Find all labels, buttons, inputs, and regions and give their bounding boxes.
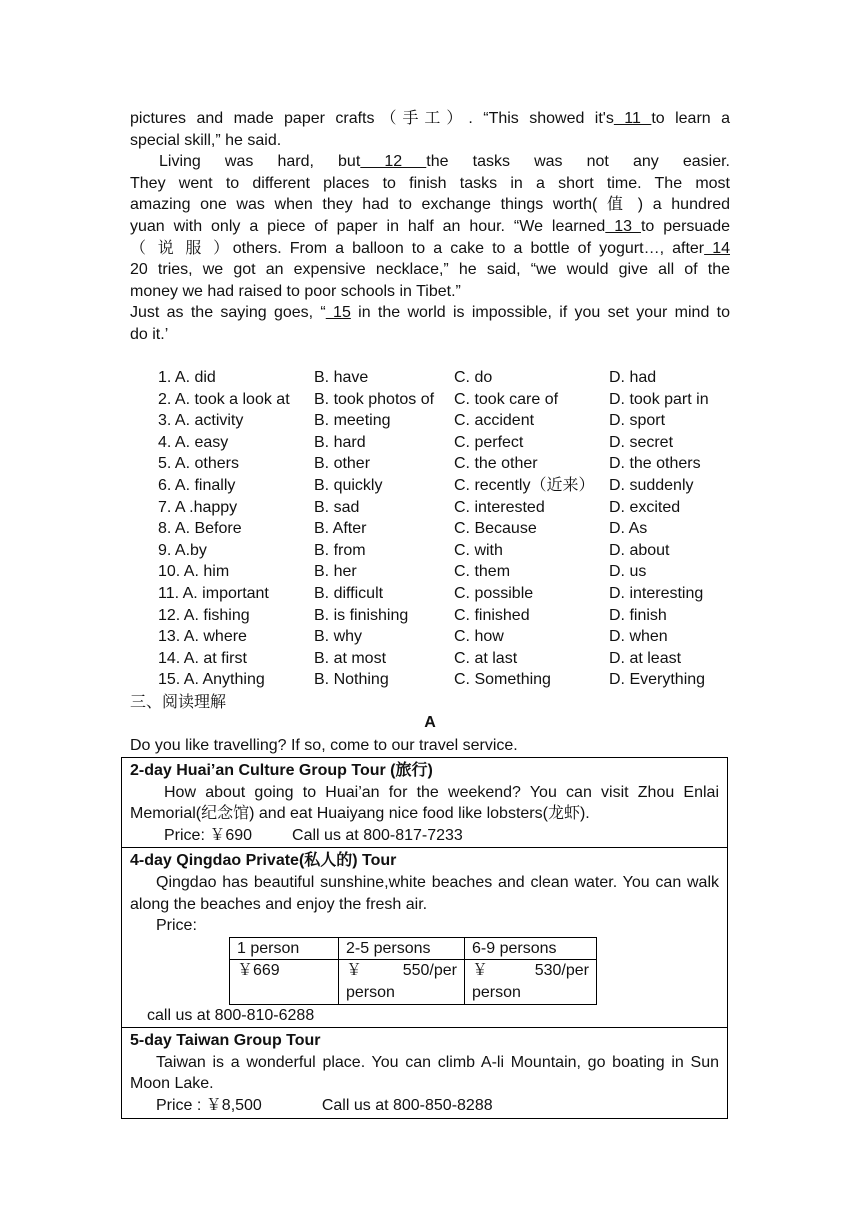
option-row bbox=[158, 410, 729, 432]
price-table bbox=[229, 937, 597, 1005]
option-b: B. difficult bbox=[314, 584, 384, 602]
passage-line: money we had raised to poor schools in Tibet.” bbox=[130, 282, 461, 300]
option-c: C. finished bbox=[454, 606, 530, 624]
reading-intro: Do you like travelling? If so, come to our travel service. bbox=[130, 737, 518, 754]
answer-options bbox=[158, 367, 729, 691]
price-unit: person bbox=[346, 983, 395, 1001]
option-row bbox=[158, 605, 729, 627]
table-header-cell: 1 person bbox=[230, 937, 339, 960]
option-d: D. interesting bbox=[609, 584, 704, 602]
passage-line: special skill,” he said. bbox=[130, 131, 282, 149]
tour-phone: Call us at 800-817-7233 bbox=[292, 826, 463, 844]
option-a: 15. A. Anything bbox=[158, 671, 265, 689]
option-c: C. do bbox=[454, 369, 493, 386]
table-cell bbox=[339, 960, 465, 1004]
option-d: D. had bbox=[609, 369, 657, 386]
option-c: C. the other bbox=[454, 455, 538, 473]
option-a: 3. A. activity bbox=[158, 412, 244, 430]
passage-text: the tasks was not any easier. bbox=[426, 153, 731, 171]
option-d: D. suddenly bbox=[609, 476, 694, 494]
tour-description: Qingdao has beautiful sunshine,white beaches and clean water. You can walk along the beaches and enjoy the fresh air. bbox=[130, 873, 719, 913]
passage-line bbox=[130, 151, 730, 173]
passage-line bbox=[130, 108, 730, 130]
option-c: C. possible bbox=[454, 584, 534, 602]
reading-label: A bbox=[424, 714, 436, 731]
option-c: C. recently（近来） bbox=[454, 476, 595, 494]
tour-table bbox=[121, 757, 728, 1119]
option-a: 13. A. where bbox=[158, 628, 247, 646]
option-b: B. quickly bbox=[314, 476, 383, 494]
option-row bbox=[158, 367, 729, 389]
option-a: 14. A. at first bbox=[158, 649, 247, 667]
option-c: C. at last bbox=[454, 649, 518, 667]
option-row bbox=[158, 583, 729, 605]
option-d: D. Everything bbox=[609, 671, 706, 689]
option-b: B. Nothing bbox=[314, 671, 389, 689]
tour-description: How about going to Huai’an for the weekend? You can visit Zhou Enlai Memorial(纪念馆) and eat Huaiyang nice food like lobsters(龙虾). bbox=[130, 783, 719, 823]
table-header-cell: 2-5 persons bbox=[339, 937, 465, 960]
tour-price-row bbox=[130, 1095, 719, 1117]
option-d: D. excited bbox=[609, 498, 681, 516]
option-d: D. when bbox=[609, 628, 668, 646]
option-b: B. hard bbox=[314, 433, 366, 451]
option-d: D. about bbox=[609, 541, 670, 559]
passage-text: in the world is impossible, if you set your mind to bbox=[350, 304, 730, 322]
cloze-passage bbox=[130, 108, 730, 346]
option-d: D. us bbox=[609, 563, 647, 581]
section-title: 三、阅读理解 bbox=[130, 694, 227, 711]
option-d: D. As bbox=[609, 520, 648, 538]
table-row bbox=[230, 960, 597, 1004]
option-b: B. meeting bbox=[314, 412, 391, 430]
option-row bbox=[158, 518, 729, 540]
option-a: 6. A. finally bbox=[158, 476, 236, 494]
tour-title: 2-day Huai’an Culture Group Tour (旅行) bbox=[130, 762, 433, 779]
option-c: C. perfect bbox=[454, 433, 524, 451]
option-b: B. other bbox=[314, 455, 371, 473]
option-b: B. took photos of bbox=[314, 390, 435, 408]
passage-line bbox=[130, 216, 730, 238]
option-a: 11. A. important bbox=[158, 584, 269, 602]
tour-title: 5-day Taiwan Group Tour bbox=[130, 1032, 321, 1050]
option-c: C. Because bbox=[454, 520, 537, 538]
option-a: 8. A. Before bbox=[158, 520, 242, 538]
price-value: 550/per bbox=[402, 962, 457, 980]
option-row bbox=[158, 389, 729, 411]
passage-text: yuan with only a piece of paper in half an hour. “We learned bbox=[130, 217, 606, 235]
tour-qingdao bbox=[122, 848, 727, 1028]
option-row bbox=[158, 561, 729, 583]
option-d: D. at least bbox=[609, 649, 682, 667]
option-b: B. have bbox=[314, 369, 369, 386]
option-c: C. with bbox=[454, 541, 503, 559]
passage-line: amazing one was when they had to exchange things worth( 值 ) a hundred bbox=[130, 196, 730, 214]
option-b: B. is finishing bbox=[314, 606, 409, 624]
option-d: D. sport bbox=[609, 412, 666, 430]
price-unit: person bbox=[472, 983, 521, 1001]
blank-13: 13 bbox=[605, 217, 641, 235]
blank-15: 15 bbox=[325, 304, 351, 322]
option-b: B. from bbox=[314, 541, 366, 559]
table-cell: ￥669 bbox=[230, 960, 339, 1004]
passage-line bbox=[130, 238, 730, 260]
passage-text: Just as the saying goes, “ bbox=[130, 304, 326, 322]
tour-huaian bbox=[122, 758, 727, 848]
option-b: B. why bbox=[314, 628, 363, 646]
price-label: Price: bbox=[156, 917, 197, 935]
option-c: C. how bbox=[454, 628, 504, 646]
option-row bbox=[158, 540, 729, 562]
tour-taiwan bbox=[122, 1028, 727, 1117]
option-c: C. accident bbox=[454, 412, 535, 430]
option-c: C. took care of bbox=[454, 390, 559, 408]
option-row bbox=[158, 497, 729, 519]
option-b: B. her bbox=[314, 563, 357, 581]
table-header-cell: 6-9 persons bbox=[465, 937, 597, 960]
table-cell bbox=[465, 960, 597, 1004]
option-d: D. took part in bbox=[609, 390, 709, 408]
passage-line bbox=[130, 302, 730, 324]
option-row bbox=[158, 475, 729, 497]
blank-14: 14 bbox=[704, 239, 730, 257]
option-c: C. interested bbox=[454, 498, 545, 516]
option-a: 12. A. fishing bbox=[158, 606, 250, 624]
passage-line: They went to different places to finish tasks in a short time. The most bbox=[130, 174, 730, 192]
option-a: 7. A .happy bbox=[158, 498, 238, 516]
passage-text: to persuade bbox=[640, 217, 730, 235]
option-d: D. the others bbox=[609, 455, 701, 473]
option-a: 1. A. did bbox=[158, 369, 216, 386]
option-b: B. After bbox=[314, 520, 367, 538]
tour-price: Price: ￥690 bbox=[164, 826, 253, 844]
tour-price: Price : ￥8,500 bbox=[156, 1096, 262, 1114]
option-d: D. secret bbox=[609, 433, 674, 451]
tour-phone: call us at 800-810-6288 bbox=[147, 1006, 315, 1024]
currency-symbol: ￥ bbox=[472, 962, 489, 980]
passage-line: do it.’ bbox=[130, 325, 169, 343]
option-a: 2. A. took a look at bbox=[158, 390, 290, 408]
table-row bbox=[230, 937, 597, 960]
price-value: 530/per bbox=[534, 962, 589, 980]
tour-description: Taiwan is a wonderful place. You can climb A-li Mountain, go boating in Sun Moon Lake. bbox=[130, 1053, 719, 1093]
option-b: B. at most bbox=[314, 649, 387, 667]
tour-phone: Call us at 800-850-8288 bbox=[321, 1096, 493, 1114]
option-row bbox=[158, 626, 729, 648]
passage-line: 20 tries, we got an expensive necklace,” he said, “we would give all of the bbox=[130, 261, 730, 279]
blank-11: 11 bbox=[613, 110, 652, 127]
option-c: C. Something bbox=[454, 671, 551, 689]
tour-title: 4-day Qingdao Private(私人的) Tour bbox=[130, 852, 397, 870]
tour-price-row bbox=[130, 825, 719, 847]
option-d: D. finish bbox=[609, 606, 667, 624]
passage-text: （ 说 服 ）others. From a balloon to a cake to a bottle of yogurt…, after bbox=[130, 239, 705, 257]
option-b: B. sad bbox=[314, 498, 360, 516]
option-row bbox=[158, 648, 729, 670]
option-a: 5. A. others bbox=[158, 455, 239, 473]
option-c: C. them bbox=[454, 563, 511, 581]
option-a: 10. A. him bbox=[158, 563, 230, 581]
currency-symbol: ￥ bbox=[346, 962, 363, 980]
passage-text: Living was hard, but bbox=[159, 153, 361, 171]
blank-12: 12 bbox=[360, 153, 427, 171]
option-row bbox=[158, 669, 729, 691]
passage-text: pictures and made paper crafts（手工）. “This showed it's bbox=[130, 110, 614, 127]
passage-text: to learn a bbox=[651, 110, 730, 127]
option-row bbox=[158, 432, 729, 454]
option-row bbox=[158, 453, 729, 475]
option-a: 9. A.by bbox=[158, 541, 207, 559]
option-a: 4. A. easy bbox=[158, 433, 229, 451]
